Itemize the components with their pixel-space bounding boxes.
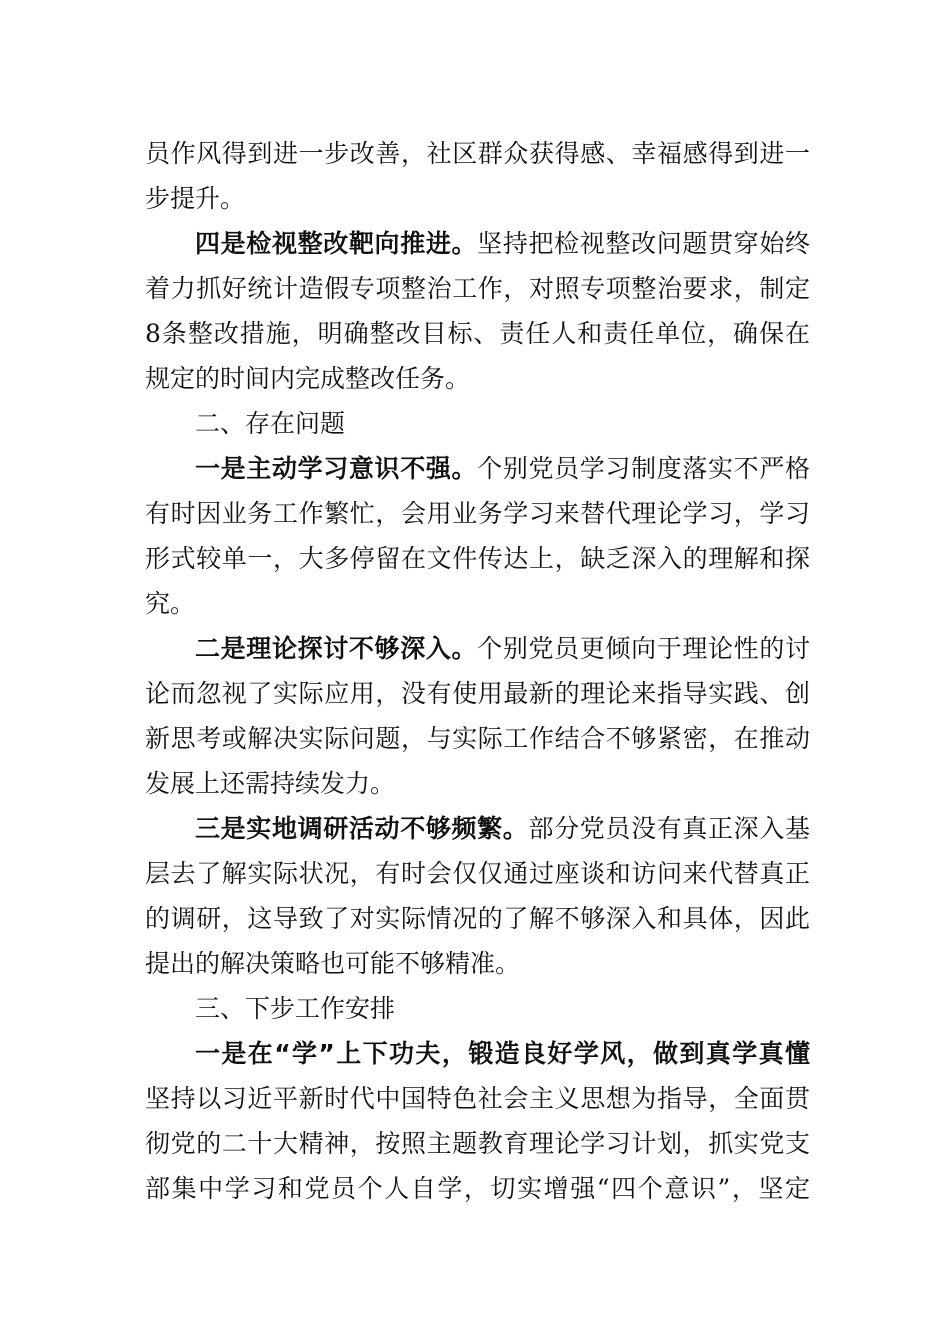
paragraph-first-line [195, 633, 810, 665]
body-line [145, 723, 810, 755]
line-text: 新思考或解决实际问题，与实际工作结合不够紧密，在推动 [145, 724, 810, 753]
line-text: 究。 [145, 589, 196, 618]
body-line [145, 588, 810, 620]
body-line [145, 273, 810, 305]
body-line [145, 543, 810, 575]
paragraph-first-line [195, 453, 810, 485]
line-text: 彻党的二十大精神，按照主题教育理论学习计划，抓实党支 [145, 1129, 810, 1158]
body-line [145, 948, 810, 980]
paragraph-first-line [195, 813, 810, 845]
body-line [145, 363, 810, 395]
line-text: 提出的解决策略也可能不够精准。 [145, 949, 521, 978]
body-line [145, 678, 810, 710]
section-heading [195, 408, 810, 440]
line-text: 坚持把检视整改问题贯穿始终 [477, 229, 810, 258]
line-text: 有时因业务工作繁忙，会用业务学习来替代理论学习，学习 [145, 499, 810, 528]
body-line [145, 1173, 810, 1205]
body-line [145, 858, 810, 890]
line-text: 个别党员更倾向于理论性的讨 [477, 634, 810, 663]
line-text: 规定的时间内完成整改任务。 [145, 364, 471, 393]
line-text: 的调研，这导致了对实际情况的了解不够深入和具体，因此 [145, 904, 810, 933]
paragraph-heading: 四是检视整改靶向推进。 [195, 229, 478, 258]
line-text: 坚持以习近平新时代中国特色社会主义思想为指导，全面贯 [145, 1084, 810, 1113]
body-line [145, 318, 810, 350]
paragraph-first-line [195, 228, 810, 260]
line-text: 论而忽视了实际应用，没有使用最新的理论来指导实践、创 [145, 679, 810, 708]
body-line [145, 183, 810, 215]
body-line [145, 1128, 810, 1160]
section-title: 二、存在问题 [195, 409, 346, 438]
paragraph-first-line [195, 1038, 810, 1070]
line-text: 个别党员学习制度落实不严格 [477, 454, 810, 483]
body-line [145, 138, 810, 170]
line-text: 层去了解实际状况，有时会仅仅通过座谈和访问来代替真正 [145, 859, 810, 888]
paragraph-heading: 一是主动学习意识不强。 [195, 454, 478, 483]
line-text: 步提升。 [145, 184, 246, 213]
body-line [145, 768, 810, 800]
paragraph-heading: 三是实地调研活动不够频繁。 [195, 814, 529, 843]
section-title: 三、下步工作安排 [195, 994, 396, 1023]
body-line [145, 903, 810, 935]
body-line [145, 498, 810, 530]
line-text: 着力抓好统计造假专项整治工作，对照专项整治要求，制定 [145, 274, 810, 303]
section-heading [195, 993, 810, 1025]
paragraph-heading: 一是在“学”上下功夫，锻造良好学风，做到真学真懂 [195, 1039, 810, 1068]
line-text: 形式较单一，大多停留在文件传达上，缺乏深入的理解和探 [145, 544, 810, 573]
body-line [145, 1083, 810, 1115]
line-text: 部分党员没有真正深入基 [528, 814, 810, 843]
line-text: 发展上还需持续发力。 [145, 769, 396, 798]
line-text: 员作风得到进一步改善，社区群众获得感、幸福感得到进一 [145, 139, 810, 168]
line-text: 部集中学习和党员个人自学，切实增强“四个意识”，坚定 [145, 1174, 810, 1203]
line-text: 8条整改措施，明确整改目标、责任人和责任单位，确保在 [145, 319, 810, 348]
paragraph-heading: 二是理论探讨不够深入。 [195, 634, 478, 663]
